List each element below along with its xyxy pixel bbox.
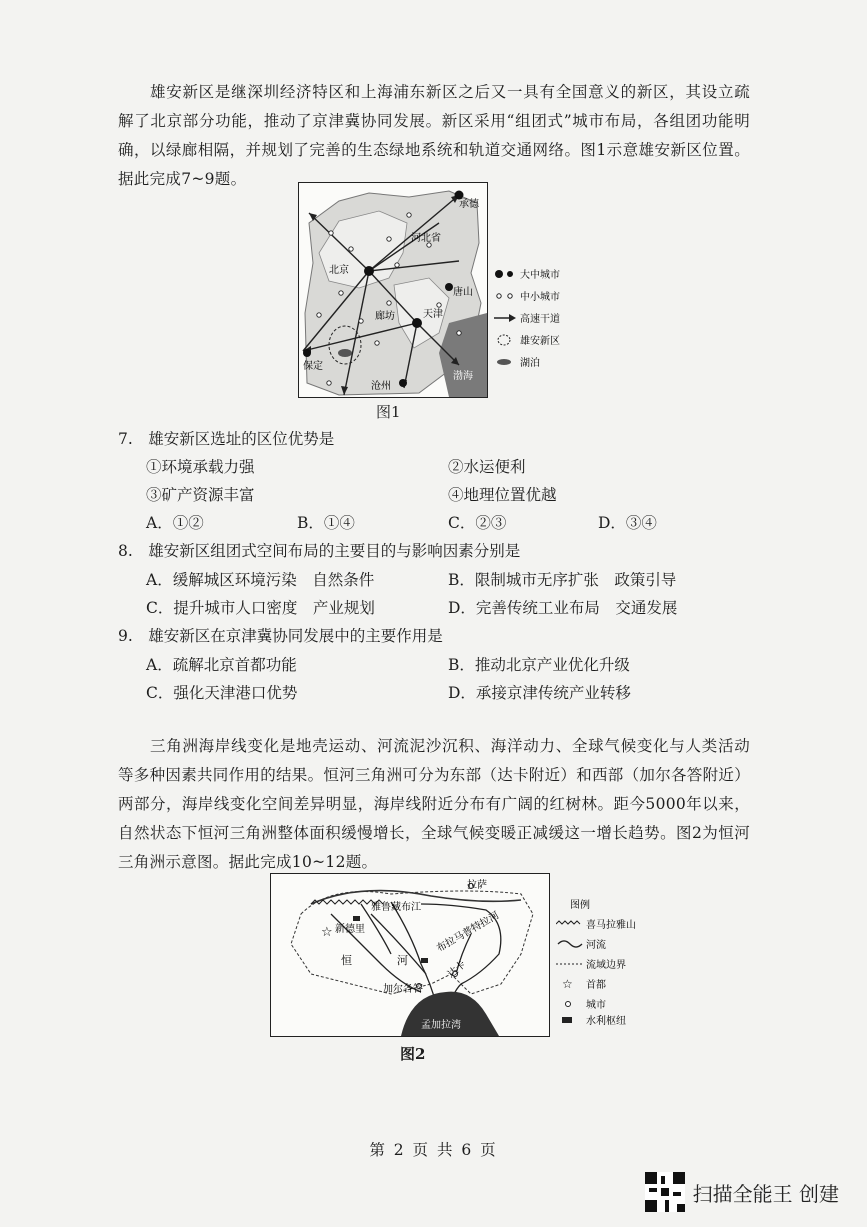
q8-option-a: A．缓解城区环境污染 自然条件 — [146, 571, 375, 589]
label-langfang: 廊坊 — [375, 311, 395, 322]
figure-1-map — [298, 182, 488, 398]
q7-option-a: A．①② — [146, 514, 204, 532]
label-hebei: 河北省 — [411, 233, 441, 244]
legend-himalaya: 喜马拉雅山 — [586, 920, 636, 931]
large-city-icon — [495, 270, 503, 278]
label-yarlung: 雅鲁藏布江 — [371, 902, 421, 913]
ganges-map — [271, 874, 549, 1036]
q9-option-b: B．推动北京产业优化升级 — [448, 656, 630, 674]
q7-statement-4: ④地理位置优越 — [448, 486, 557, 504]
label-tangshan: 唐山 — [453, 287, 473, 298]
legend-highway: 高速干道 — [520, 314, 560, 325]
scanner-text: 扫描全能王 创建 — [692, 1181, 839, 1206]
question-8-stem: 8. 雄安新区组团式空间布局的主要目的与影响因素分别是 — [118, 542, 521, 560]
label-bohai: 渤海 — [453, 371, 473, 382]
passage-xiongan: 雄安新区是继深圳经济特区和上海浦东新区之后又一具有全国意义的新区，其设立疏解了北京部分功能，推动了京津冀协同发展。新区采用“组团式”城市布局，各组团功能明确，以绿廊相隔，并规划了完善的生态绿地系统和轨道交通网络。图1示意雄安新区位置。据此完成7~9题。 — [118, 83, 750, 188]
qr-code-icon — [645, 1172, 685, 1212]
mountain-legend-icon — [556, 921, 580, 924]
q8-option-b: B．限制城市无序扩张 政策引导 — [448, 571, 677, 589]
figure-2-map — [270, 873, 550, 1037]
figure-1-legend — [494, 266, 584, 382]
q7-statement-3: ③矿产资源丰富 — [146, 486, 255, 504]
legend-river: 河流 — [586, 940, 606, 951]
q7-statement-2: ②水运便利 — [448, 458, 526, 476]
legend-title: 图例 — [570, 900, 590, 911]
legend-boundary: 流域边界 — [586, 960, 626, 971]
legend-lake: 湖泊 — [520, 358, 540, 369]
xiongan-map — [299, 183, 487, 397]
page-footer: 第 2 页 共 6 页 — [369, 1141, 498, 1159]
figure-2-legend — [556, 898, 666, 1030]
legend-large-city: 大中城市 — [520, 270, 560, 281]
figure-2-caption: 图2 — [400, 1045, 426, 1063]
q8-option-d: D．完善传统工业布局 交通发展 — [448, 599, 678, 617]
label-beijing: 北京 — [329, 265, 349, 276]
label-lhasa: 拉萨 — [467, 880, 487, 891]
lake-legend-icon — [497, 359, 511, 365]
label-tianjin: 天津 — [423, 309, 443, 320]
new-area-icon — [498, 335, 510, 345]
label-bay: 孟加拉湾 — [421, 1020, 461, 1031]
label-kolkata: 加尔各答 — [383, 984, 423, 995]
q9-option-c: C．强化天津港口优势 — [146, 684, 298, 702]
q9-option-a: A．疏解北京首都功能 — [146, 656, 297, 674]
q7-option-c: C．②③ — [448, 514, 507, 532]
dam-legend-icon — [562, 1017, 572, 1023]
label-heng: 恒 — [341, 954, 352, 967]
q7-option-b: B．①④ — [297, 514, 355, 532]
label-dhaka: 达卡 — [445, 959, 469, 981]
q9-option-d: D．承接京津传统产业转移 — [448, 684, 631, 702]
legend-city: 城市 — [586, 1000, 606, 1011]
label-chengde: 承德 — [459, 199, 479, 210]
label-cangzhou: 沧州 — [371, 381, 391, 392]
passage-ganges-delta: 三角洲海岸线变化是地壳运动、河流泥沙沉积、海洋动力、全球气候变化与人类活动等多种因素共同作用的结果。恒河三角洲可分为东部（达卡附近）和西部（加尔各答附近）两部分，海岸线变化空间差异明显，海岸线附近分布有广阔的红树林。距今5000年以来，自然状态下恒河三角洲整体面积缓慢增长，全球气候变暖正减缓这一增长趋势。图2为恒河三角洲示意图。据此完成10~12题。 — [118, 737, 751, 871]
capital-legend-icon: ☆ — [562, 977, 573, 991]
q7-option-d: D．③④ — [598, 514, 657, 532]
label-he: 河 — [397, 954, 408, 967]
legend-capital: 首都 — [586, 980, 606, 991]
q8-option-c: C．提升城市人口密度 产业规划 — [146, 599, 375, 617]
figure-1-caption: 图1 — [376, 403, 401, 421]
river-legend-icon — [558, 941, 582, 947]
capital-star-icon: ☆ — [321, 925, 333, 940]
legend-new-area: 雄安新区 — [520, 336, 560, 347]
city-legend-icon — [566, 1002, 571, 1007]
legend-small-city: 中小城市 — [520, 292, 560, 303]
question-9-stem: 9. 雄安新区在京津冀协同发展中的主要作用是 — [118, 627, 443, 645]
small-city-icon — [497, 294, 501, 298]
q7-statement-1: ①环境承载力强 — [146, 458, 255, 476]
label-delhi: 新德里 — [335, 924, 365, 935]
scanner-watermark — [645, 1172, 839, 1212]
label-brahmaputra: 布拉马普特拉河 — [435, 910, 502, 955]
legend-dam: 水利枢纽 — [586, 1016, 626, 1026]
label-baoding: 保定 — [303, 361, 323, 372]
question-7-stem: 7. 雄安新区选址的区位优势是 — [118, 430, 335, 448]
lake-icon — [338, 349, 352, 357]
